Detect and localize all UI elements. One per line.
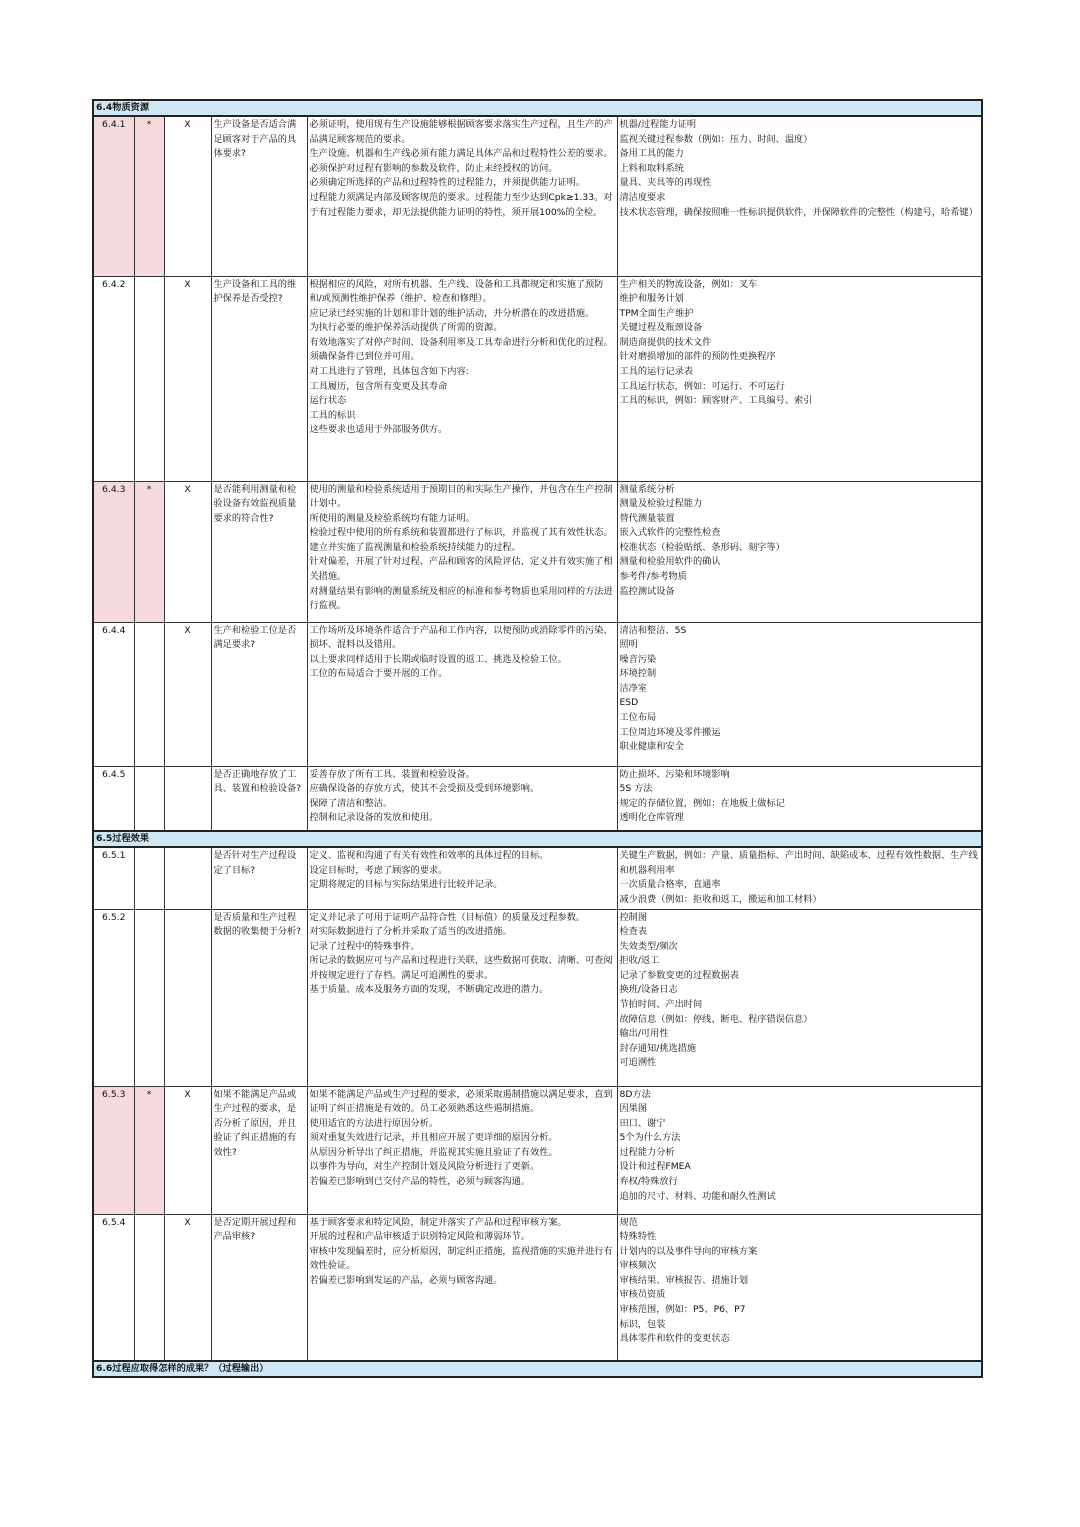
requirements-cell <box>307 847 617 909</box>
example-line: 关键生产数据，例如：产量、质量指标、产出时间、缺陷成本、过程有效性数据、生产线和机器利用率 <box>619 850 978 876</box>
example-line: 测量系统分析 <box>619 483 675 495</box>
example-line: 特殊特性 <box>619 1231 657 1243</box>
requirement-line: 对实际数据进行了分析并采取了适当的改进措施。 <box>309 926 512 938</box>
x-marker: X <box>164 1214 211 1361</box>
example-line: 工具的标识，例如：顾客财产、工具编号、索引 <box>619 395 813 407</box>
star-marker <box>134 622 164 766</box>
example-line: 控制图 <box>619 911 648 923</box>
example-line: 工位周边环境及零件搬运 <box>619 726 721 738</box>
example-line: 田口、谢宁 <box>619 1117 666 1129</box>
example-line: 校准状态（检验贴纸、条形码、刻字等） <box>619 541 785 553</box>
question-text: 是否质量和生产过程数据的收集便于分析? <box>211 909 307 1086</box>
requirements-cell <box>307 1214 617 1361</box>
example-line: 洁净室 <box>619 682 648 694</box>
star-marker <box>134 766 164 831</box>
requirement-line: 若偏差已影响到发运的产品，必须与顾客沟通。 <box>309 1274 503 1286</box>
star-marker: * <box>134 116 164 276</box>
question-row <box>93 622 982 766</box>
x-marker <box>164 847 211 909</box>
example-line: 减少浪费（例如：拒收和返工，搬运和加工材料） <box>619 893 822 905</box>
question-text: 生产设备是否适合满足顾客对于产品的具体要求? <box>211 116 307 276</box>
requirement-line: 有效地落实了对停产时间、设备利用率及工具寿命进行分析和优化的过程。 <box>309 336 613 348</box>
requirements-cell <box>307 766 617 831</box>
requirement-line: 应记录已经实施的计划和非计划的维护活动，并分析潜在的改进措施。 <box>309 307 595 319</box>
example-line: 检查表 <box>619 926 648 938</box>
requirement-line: 控制和记录设备的发放和使用。 <box>309 812 439 824</box>
example-line: 防止损坏、污染和环境影响 <box>619 768 730 780</box>
example-line: TPM全面生产维护 <box>619 307 694 319</box>
example-line: 规定的存储位置，例如：在地板上做标记 <box>619 797 785 809</box>
requirement-line: 必须确定所选择的产品和过程特性的过程能力，并须提供能力证明。 <box>309 177 586 189</box>
question-id: 6.5.1 <box>93 847 134 909</box>
star-marker <box>134 847 164 909</box>
example-line: 上料和取料系统 <box>619 162 684 174</box>
requirement-line: 开展的过程和产品审核适于识别特定风险和薄弱环节。 <box>309 1231 530 1243</box>
star-marker <box>134 276 164 481</box>
requirement-line: 必须保护对过程有影响的参数及软件，防止未经授权的访问。 <box>309 162 558 174</box>
example-line: 5个为什么方法 <box>619 1132 681 1144</box>
examples-cell <box>617 276 982 481</box>
example-line: 工具的运行记录表 <box>619 366 693 378</box>
x-marker: X <box>164 276 211 481</box>
requirement-line: 检验过程中使用的所有系统和装置都进行了标识，并监视了其有效性状态。建立并实施了监视测量和检验系统持续能力的过程。 <box>309 527 613 553</box>
example-line: 8D方法 <box>619 1088 651 1100</box>
question-row <box>93 847 982 909</box>
requirement-line: 为执行必要的维护保养活动提供了所需的资源。 <box>309 322 503 334</box>
example-line: 记录了参数变更的过程数据表 <box>619 969 739 981</box>
question-text: 生产和检验工位是否满足要求? <box>211 622 307 766</box>
example-line: 参考件/参考物质 <box>619 571 687 583</box>
example-line: 节拍时间、产出时间 <box>619 999 703 1011</box>
requirement-line: 对工具进行了管理，具体包含如下内容: <box>309 366 469 378</box>
requirement-line: 过程能力须满足内部及顾客规范的要求。过程能力至少达到Cpk≥1.33。对于有过程能力要求，却无法提供能力证明的特性，须开展100%的全检。 <box>309 191 613 218</box>
question-id: 6.5.4 <box>93 1214 134 1361</box>
example-line: 生产相关的物流设备，例如：叉车 <box>619 278 758 290</box>
example-line: 备用工具的能力 <box>619 148 684 160</box>
examples-cell <box>617 847 982 909</box>
example-line: 审核结果、审核报告、措施计划 <box>619 1274 749 1286</box>
question-text: 是否能利用测量和检验设备有效监视质量要求的符合性? <box>211 481 307 622</box>
section-header-6-4 <box>93 100 982 116</box>
requirement-line: 工作场所及环境条件适合于产品和工作内容，以便预防或消除零件的污染、损坏、混料以及错用。 <box>309 624 613 651</box>
example-line: 弃权/特殊放行 <box>619 1176 678 1188</box>
requirement-line: 须对重复失效进行记录，并且相应开展了更详细的原因分析。 <box>309 1132 558 1144</box>
requirement-line: 基于顾客要求和特定风险，制定并落实了产品和过程审核方案。 <box>309 1216 567 1228</box>
example-line: 追加的尺寸、材料、功能和耐久性测试 <box>619 1190 776 1202</box>
section-header-6-5 <box>93 831 982 847</box>
requirement-line: 定义、监视和沟通了有关有效性和效率的具体过程的目标。 <box>309 850 549 861</box>
x-marker: X <box>164 1086 211 1214</box>
question-id: 6.4.4 <box>93 622 134 766</box>
requirements-cell <box>307 622 617 766</box>
requirement-line: 使用的测量和检验系统适用于预期目的和实际生产操作，并包含在生产控制计划中。 <box>309 483 613 510</box>
example-line: 量具、夹具等的再现性 <box>619 177 712 189</box>
question-row <box>93 481 982 622</box>
requirement-line: 基于质量、成本及服务方面的发现，不断确定改进的潜力。 <box>309 984 549 996</box>
requirement-line: 运行状态 <box>309 395 347 407</box>
x-marker: X <box>164 481 211 622</box>
x-marker <box>164 909 211 1086</box>
example-line: 因果图 <box>619 1103 648 1115</box>
requirement-line: 若偏差已影响到已交付产品的特性，必须与顾客沟通。 <box>309 1176 530 1188</box>
example-line: 5S 方法 <box>619 783 653 795</box>
example-line: 监视关键过程参数（例如：压力、时间、温度） <box>619 133 813 145</box>
question-id: 6.4.1 <box>93 116 134 276</box>
examples-cell <box>617 909 982 1086</box>
requirement-line: 须确保备件已到位并可用。 <box>309 351 420 363</box>
question-text: 如果不能满足产品或生产过程的要求，是否分析了原因，并且验证了纠正措施的有效性? <box>211 1086 307 1214</box>
example-line: 设计和过程FMEA <box>619 1161 691 1173</box>
example-line: 维护和服务计划 <box>619 293 684 305</box>
question-id: 6.5.2 <box>93 909 134 1086</box>
requirement-line: 从原因分析导出了纠正措施，并监视其实施且验证了有效性。 <box>309 1146 558 1158</box>
example-line: 关键过程及瓶颈设备 <box>619 322 703 334</box>
example-line: 审核员资质 <box>619 1289 666 1301</box>
example-line: 可追溯性 <box>619 1057 657 1069</box>
question-row <box>93 766 982 831</box>
example-line: 封存通知/挑选措施 <box>619 1042 697 1054</box>
example-line: 照明 <box>619 639 638 651</box>
requirement-line: 工具履历，包含所有变更及其寿命 <box>309 380 448 392</box>
section-title: 6.5过程效果 <box>93 831 982 847</box>
requirement-line: 工具的标识 <box>309 409 356 421</box>
examples-cell <box>617 1086 982 1214</box>
section-title: 6.4物质资源 <box>93 100 982 116</box>
audit-questionnaire-table <box>92 99 983 1378</box>
question-id: 6.4.3 <box>93 481 134 622</box>
example-line: 审核频次 <box>619 1260 657 1272</box>
question-id: 6.4.5 <box>93 766 134 831</box>
question-row <box>93 909 982 1086</box>
example-line: 替代测量装置 <box>619 512 675 524</box>
section-header-6-6 <box>93 1361 982 1377</box>
example-line: 失效类型/频次 <box>619 940 678 952</box>
requirement-line: 定义并记录了可用于证明产品符合性（目标值）的质量及过程参数。 <box>309 911 586 923</box>
question-row <box>93 276 982 481</box>
question-text: 是否正确地存放了工具、装置和检验设备? <box>211 766 307 831</box>
requirement-line: 以上要求同样适用于长期或临时设置的返工、挑选及检验工位。 <box>309 653 567 665</box>
example-line: 计划内的以及事件导向的审核方案 <box>619 1245 758 1257</box>
star-marker <box>134 1214 164 1361</box>
example-line: ESD <box>619 697 639 709</box>
requirement-line: 使用适宜的方法进行原因分析。 <box>309 1117 439 1129</box>
star-marker: * <box>134 481 164 622</box>
examples-cell <box>617 766 982 831</box>
example-line: 过程能力分析 <box>619 1146 675 1158</box>
star-marker: * <box>134 1086 164 1214</box>
example-line: 制造商提供的技术文件 <box>619 336 712 348</box>
example-line: 一次质量合格率，直通率 <box>619 879 721 891</box>
example-line: 故障信息（例如：停线、断电、程序错误信息） <box>619 1013 813 1025</box>
requirement-line: 审核中发现偏差时，应分析原因，制定纠正措施，监视措施的实施并进行有效性验证。 <box>309 1245 613 1272</box>
example-line: 规范 <box>619 1216 638 1228</box>
example-line: 输出/可用性 <box>619 1028 669 1040</box>
requirements-cell <box>307 1086 617 1214</box>
question-row <box>93 1086 982 1214</box>
requirement-line: 必须证明，使用现有生产设施能够根据顾客要求落实生产过程，且生产的产品满足顾客规范的要求。 <box>309 119 613 145</box>
example-line: 测量和检验用软件的确认 <box>619 556 721 568</box>
example-line: 监控测试设备 <box>619 585 675 597</box>
requirement-line: 设定目标时，考虑了顾客的要求。 <box>309 864 448 876</box>
example-line: 针对磨损增加的部件的预防性更换程序 <box>619 351 776 363</box>
example-line: 环境控制 <box>619 668 657 680</box>
requirement-line: 记录了过程中的特殊事件。 <box>309 940 420 952</box>
question-row <box>93 1214 982 1361</box>
example-line: 测量及检验过程能力 <box>619 498 703 510</box>
requirements-cell <box>307 276 617 481</box>
requirement-line: 工位的布局适合于要开展的工作。 <box>309 668 448 680</box>
question-text: 生产设备和工具的维护保养是否受控? <box>211 276 307 481</box>
example-line: 技术状态管理，确保按照唯一性标识提供软件，并保障软件的完整性（构建号，哈希键） <box>619 206 978 218</box>
example-line: 嵌入式软件的完整性检查 <box>619 527 721 539</box>
example-line: 拒收/返工 <box>619 955 660 967</box>
requirements-cell <box>307 909 617 1086</box>
example-line: 清洁度要求 <box>619 191 666 203</box>
examples-cell <box>617 481 982 622</box>
requirement-line: 以事件为导向，对生产控制计划及风险分析进行了更新。 <box>309 1161 540 1173</box>
x-marker: X <box>164 622 211 766</box>
example-line: 换班/设备日志 <box>619 984 678 996</box>
question-id: 6.5.3 <box>93 1086 134 1214</box>
example-line: 工位布局 <box>619 712 657 724</box>
example-line: 工具运行状态，例如：可运行、不可运行 <box>619 380 785 392</box>
requirement-line: 对测量结果有影响的测量系统及相应的标准和参考物质也采用同样的方法进行监视。 <box>309 585 613 612</box>
example-line: 标识，包装 <box>619 1318 666 1330</box>
requirements-cell <box>307 481 617 622</box>
requirement-line: 这些要求也适用于外部服务供方。 <box>309 424 448 436</box>
example-line: 职业健康和安全 <box>619 741 684 753</box>
example-line: 机器/过程能力证明 <box>619 119 697 130</box>
requirement-line: 妥善存放了所有工具、装置和检验设备。 <box>309 768 475 780</box>
example-line: 清洁和整洁、5S <box>619 624 687 636</box>
requirement-line: 针对偏差，开展了针对过程、产品和顾客的风险评估，定义并有效实施了相关措施。 <box>309 556 613 583</box>
section-title: 6.6过程应取得怎样的成果？（过程输出） <box>93 1361 982 1377</box>
examples-cell <box>617 1214 982 1361</box>
example-line: 噪音污染 <box>619 653 657 665</box>
requirement-line: 生产设施、机器和生产线必须有能力满足具体产品和过程特性公差的要求。 <box>309 148 613 160</box>
requirement-line: 应确保设备的存放方式，使其不会受损及受到环境影响。 <box>309 783 540 795</box>
requirement-line: 根据相应的风险，对所有机器、生产线、设备和工具都规定和实施了预防和/或预测性维护保养（维护、检查和修理）。 <box>309 278 604 305</box>
requirement-line: 所记录的数据应可与产品和过程进行关联，这些数据可获取、清晰、可查阅并按规定进行了存档。满足可追溯性的要求。 <box>309 955 613 981</box>
star-marker <box>134 909 164 1086</box>
question-text: 是否定期开展过程和产品审核? <box>211 1214 307 1361</box>
requirement-line: 所使用的测量及检验系统均有能力证明。 <box>309 512 475 524</box>
requirement-line: 定期将规定的目标与实际结果进行比较并记录。 <box>309 879 503 891</box>
example-line: 具体零件和软件的变更状态 <box>619 1333 730 1345</box>
question-row <box>93 116 982 276</box>
x-marker <box>164 766 211 831</box>
question-text: 是否针对生产过程设定了目标? <box>211 847 307 909</box>
question-id: 6.4.2 <box>93 276 134 481</box>
examples-cell <box>617 622 982 766</box>
example-line: 透明化仓库管理 <box>619 812 684 824</box>
example-line: 审核范围，例如：P5、P6、P7 <box>619 1304 746 1316</box>
requirements-cell <box>307 116 617 276</box>
requirement-line: 如果不能满足产品或生产过程的要求，必须采取遏制措施以满足要求，直到证明了纠正措施是有效的。员工必须熟悉这些遏制措施。 <box>309 1088 613 1115</box>
examples-cell <box>617 116 982 276</box>
requirement-line: 保障了清洁和整洁。 <box>309 797 393 809</box>
x-marker: X <box>164 116 211 276</box>
